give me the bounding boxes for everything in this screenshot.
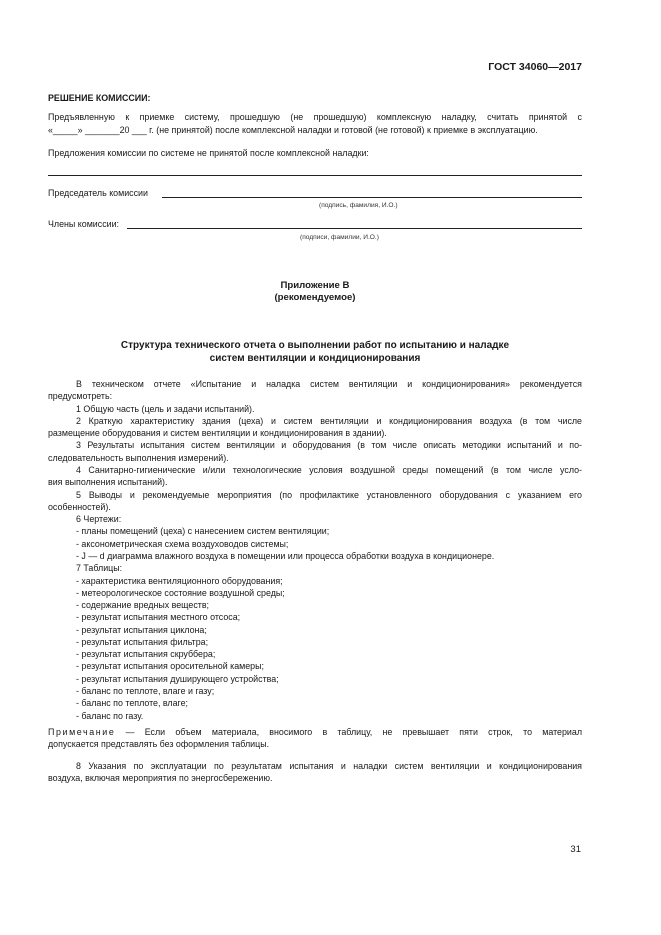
report-line: В техническом отчете «Испытание и наладка систем вентиляции и кондиционирования» рекомендуется — [76, 379, 582, 389]
members-caption: (подписи, фамилии, И.О.) — [300, 234, 379, 241]
report-heading-line-2: систем вентиляции и кондиционирования — [209, 353, 421, 364]
page-number: 31 — [570, 844, 581, 855]
report-line: следовательность выполнения измерений). — [48, 452, 229, 463]
report-line: 4 Санитарно-гигиенические и/или технологические условия воздушной среды помещений (в том числе усло- — [76, 465, 582, 475]
decision-text-line-2: «_____» _______20 ___ г. (не принятой) после комплексной наладки и готовой (не готовой) к приемке в эксплуатацию. — [48, 125, 538, 135]
report-line: 1 Общую часть (цель и задачи испытаний). — [76, 403, 255, 414]
report-line: 2 Краткую характеристику здания (цеха) и систем вентиляции и кондиционирования воздуха (в том числе — [76, 415, 582, 426]
report-line: особенностей). — [48, 501, 111, 512]
appendix-title: Приложение В — [280, 280, 350, 291]
report-line: размещение оборудования и систем вентиляции и кондиционирования в здании). — [48, 428, 387, 439]
report-line: - результат испытания циклона; — [76, 624, 207, 635]
item8-line-1: 8 Указания по эксплуатации по результатам испытания и наладки систем вентиляции и кондиционирования — [76, 761, 582, 771]
members-label: Члены комиссии: — [48, 219, 120, 229]
appendix-subtitle: (рекомендуемое) — [274, 292, 356, 303]
report-line: - аксонометрическая схема воздуховодов системы; — [76, 538, 289, 549]
members-signature-line — [127, 228, 582, 229]
report-line: 6 Чертежи: — [76, 514, 122, 525]
report-line: предусмотреть: — [48, 391, 113, 402]
report-line: - J — d диаграмма влажного воздуха в помещении или процесса обработки воздуха в кондиционере. — [76, 550, 495, 561]
report-line: - баланс по газу. — [76, 710, 144, 721]
report-line: - баланс по теплоте, влаге; — [76, 698, 188, 709]
decision-heading: РЕШЕНИЕ КОМИССИИ: — [48, 93, 151, 103]
report-line: - результат испытания фильтра; — [76, 636, 209, 647]
note-line-1: Примечание — Если объем материала, вносимого в таблицу, не превышает пяти строк, то материал — [48, 727, 582, 737]
decision-text-line-1: Предъявленную к приемке систему, прошедшую (не прошедшую) комплексную наладку, считать принятой с — [48, 112, 582, 122]
report-line: - результат испытания местного отсоса; — [76, 612, 241, 623]
report-line: - баланс по теплоте, влаге и газу; — [76, 686, 215, 696]
report-line: 7 Таблицы: — [76, 563, 123, 574]
proposals-line — [48, 175, 582, 176]
chairman-label: Председатель комиссии — [48, 188, 148, 198]
proposals-text: Предложения комиссии по системе не принятой после комплексной наладки: — [48, 148, 369, 158]
report-line: - результат испытания скруббера; — [76, 649, 216, 660]
report-line: - результат испытания оросительной камеры; — [76, 661, 264, 672]
standard-number: ГОСТ 34060—2017 — [488, 61, 582, 73]
report-line: - результат испытания душирующего устройства; — [76, 673, 279, 684]
report-line: - содержание вредных веществ; — [76, 600, 210, 610]
report-heading-line-1: Структура технического отчета о выполнении работ по испытанию и наладке — [120, 340, 510, 351]
report-line: вия выполнения испытаний). — [48, 477, 168, 488]
report-line: 5 Выводы и рекомендуемые мероприятия (по профилактике установленного оборудования с указанием его — [76, 489, 582, 500]
report-line: - метеорологическое состояние воздушной среды; — [76, 587, 285, 598]
report-line: - характеристика вентиляционного оборудования; — [76, 575, 283, 586]
report-line: - планы помещений (цеха) с нанесением систем вентиляции; — [76, 526, 330, 537]
report-line: 3 Результаты испытания систем вентиляции и оборудования (в том числе описать методики испытаний и по- — [76, 440, 582, 451]
note-line-2: допускается представлять без оформления таблицы. — [48, 739, 270, 749]
chairman-signature-line — [162, 197, 582, 198]
item8-line-2: воздуха, включая мероприятия по энергосбережению. — [48, 773, 273, 783]
chairman-caption: (подпись, фамилия, И.О.) — [319, 202, 398, 209]
